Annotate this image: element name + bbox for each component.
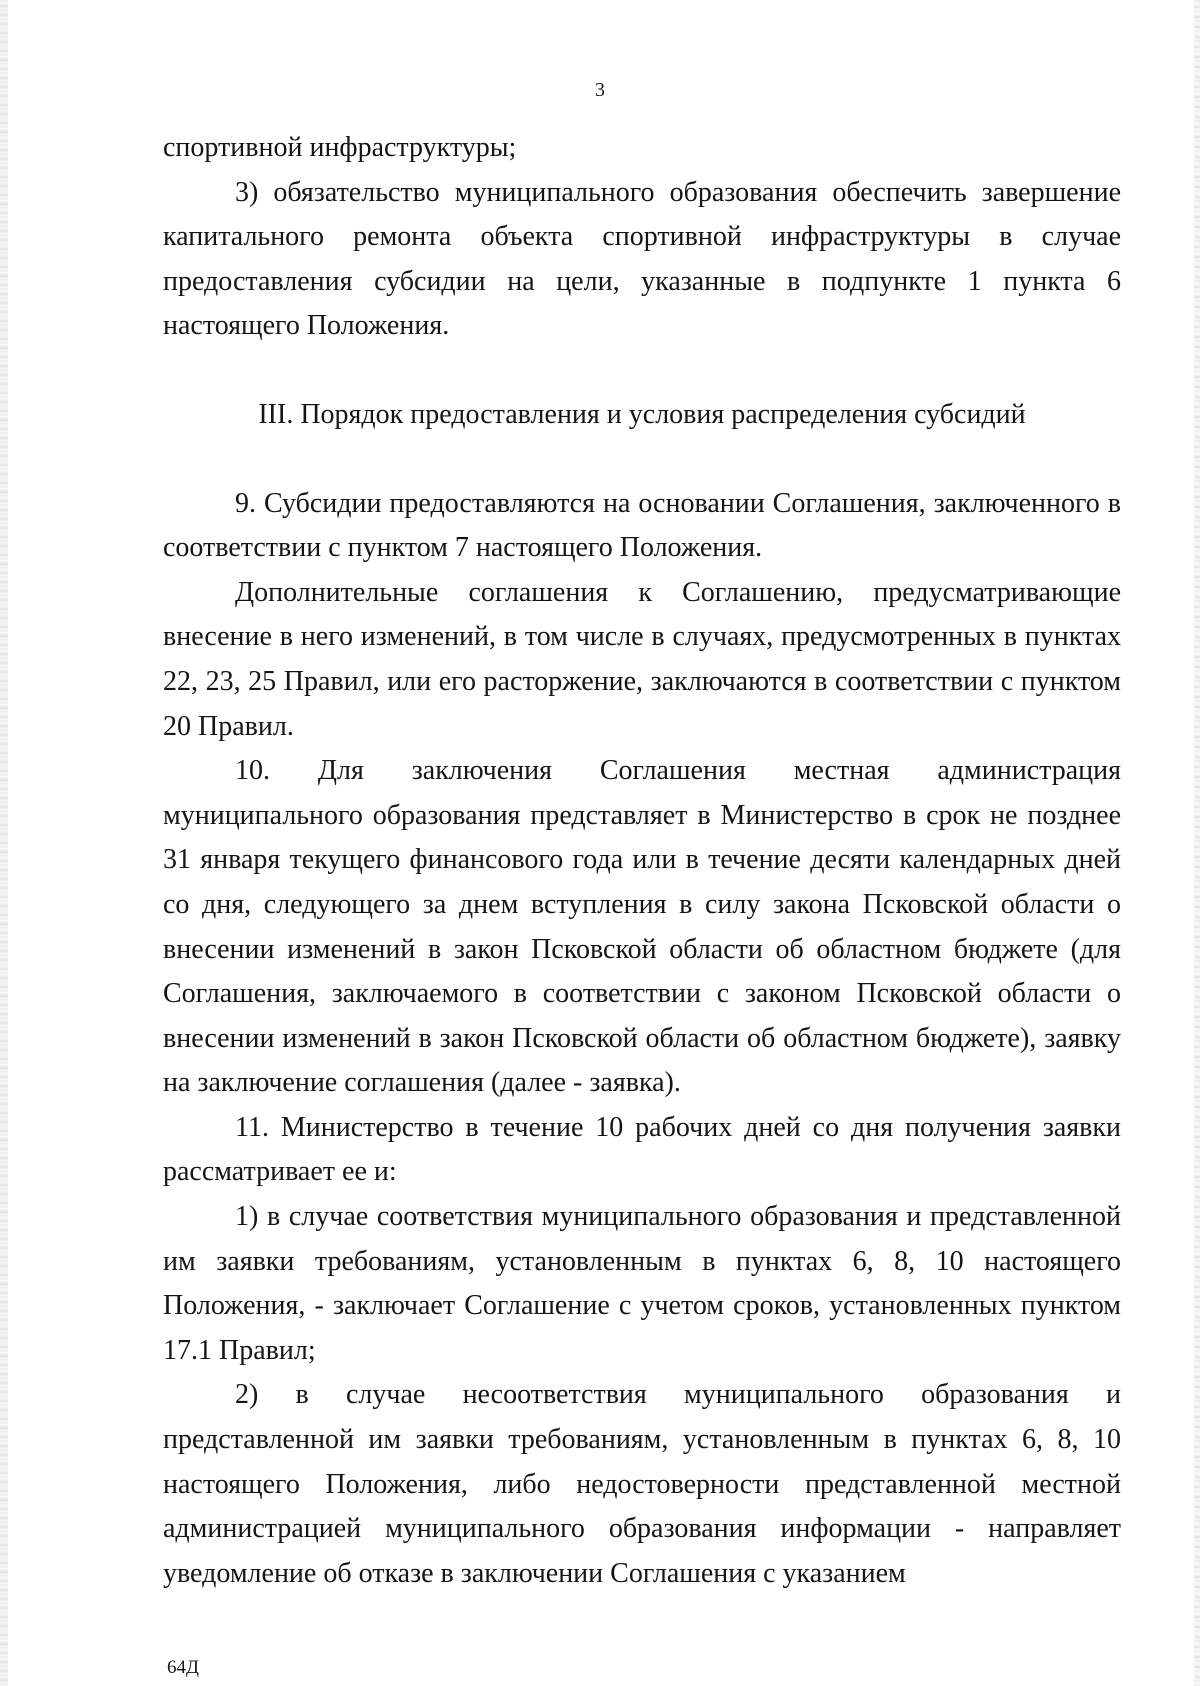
- paragraph-clause-10: 10. Для заключения Соглашения местная администрация муниципального образования представляет в Министерство в срок не позднее 31 января текущего финансового года или в течение десяти календарных дней со дня, следующего за днем вступления в силу закона Псковской области о внесении изменений в закон Псковской области об областном бюджете (для Соглашения, заключаемого в соответствии с законом Псковской области о внесении изменений в закон Псковской области об областном бюджете), заявку на заключение соглашения (далее - заявка).: [163, 755, 1121, 1099]
- paragraph-subitem-1: 1) в случае соответствия муниципального образования и представленной им заявки требованиям, установленным в пунктах 6, 8, 10 настоящего Положения, - заключает Соглашение с учетом сроков, установленных пунктом 17.1 Правил;: [163, 1201, 1121, 1366]
- paragraph-subitem-2: 2) в случае несоответствия муниципального образования и представленной им заявки требованиям, установленным в пунктах 6, 8, 10 настоящего Положения, либо недостоверности представленной местной администрацией муниципального образования информации - направляет уведомление об отказе в заключении Соглашения с указанием: [163, 1379, 1121, 1589]
- document-body: [163, 126, 1121, 1596]
- document-code: 64Д: [167, 1657, 199, 1678]
- paragraph-additional-agreements: Дополнительные соглашения к Соглашению, предусматривающие внесение в него изменений, в том числе в случаях, предусмотренных в пунктах 22, 23, 25 Правил, или его расторжение, заключаются в соответствии с пунктом 20 Правил.: [163, 576, 1121, 742]
- paragraph-continuation: спортивной инфраструктуры;: [163, 132, 517, 163]
- paragraph-clause-11: 11. Министерство в течение 10 рабочих дней со дня получения заявки рассматривает ее и:: [163, 1111, 1121, 1188]
- page-number: 3: [595, 79, 605, 101]
- scan-edge-right: [1194, 0, 1200, 1686]
- paragraph-clause-9: 9. Субсидии предоставляются на основании Соглашения, заключенного в соответствии с пунктом 7 настоящего Положения.: [163, 487, 1121, 564]
- scan-edge-left: [0, 0, 8, 1686]
- paragraph-item-3: 3) обязательство муниципального образования обеспечить завершение капитального ремонта объекта спортивной инфраструктуры в случае предоставления субсидии на цели, указанные в подпункте 1 пункта 6 настоящего Положения.: [163, 176, 1121, 342]
- section-heading: III. Порядок предоставления и условия распределения субсидий: [258, 398, 1026, 430]
